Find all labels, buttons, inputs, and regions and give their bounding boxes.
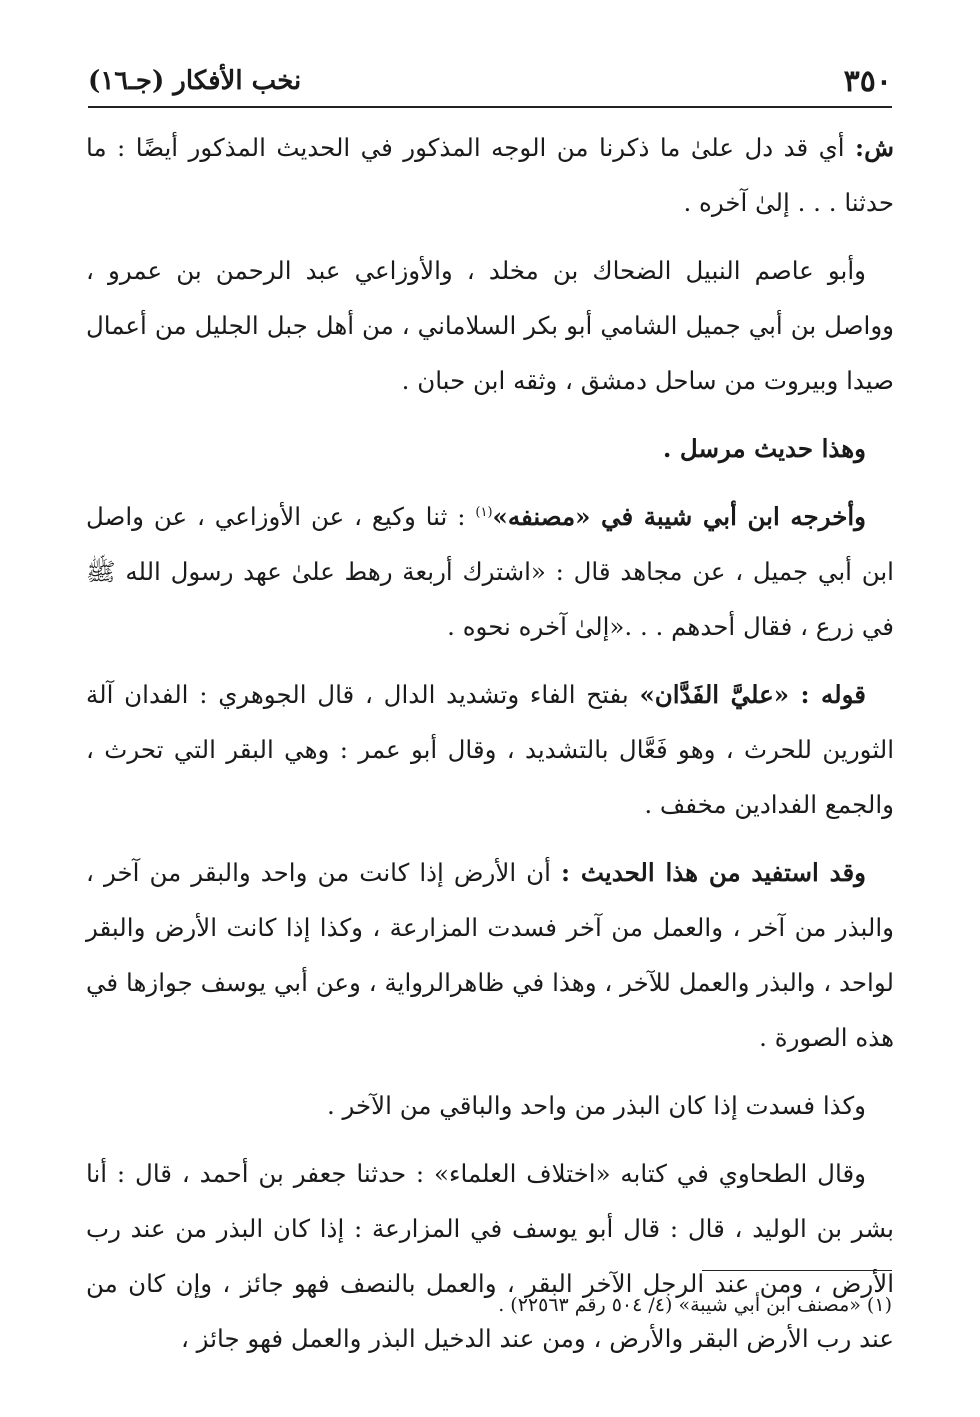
footnote-marker[interactable]: (١) (475, 504, 493, 520)
paragraph-ibn-abi-shayba (86, 489, 894, 654)
main-text (86, 120, 894, 1379)
paragraph-tahawi (86, 1146, 894, 1366)
page-number: ٣٥٠ (843, 64, 892, 99)
paragraph-lead: وأخرجه ابن أبي شيبة في «مصنفه» (492, 502, 866, 531)
footnote: (١) «مصنف ابن أبي شيبة» (٤/ ٥٠٤ رقم ٢٢٥٦٣) . (498, 1294, 892, 1316)
paragraph-text: : ثنا وكيع ، عن الأوزاعي ، عن واصل ابن أبي جميل ، عن مجاهد قال : «اشترك أربعة رهط علىٰ عهد رسول الله ﷺ في زرع ، فقال أحدهم . . .«إلىٰ آخره نحوه . (86, 502, 894, 641)
paragraph-seed (86, 1078, 894, 1133)
paragraph-lead: وقد استفيد من هذا الحديث : (561, 858, 866, 887)
paragraph-text: بفتح الفاء وتشديد الدال ، قال الجوهري : الفدان آلة الثورين للحرث ، وهو فَعَّال بالتشديد ، وقال أبو عمر : وهي البقر التي تحرث ، والجمع الفدادين مخفف . (86, 680, 894, 819)
paragraph-commentary (86, 120, 894, 230)
paragraph-narrators (86, 243, 894, 408)
paragraph-faddan (86, 667, 894, 832)
header-divider (88, 106, 892, 108)
page-header (88, 58, 892, 108)
paragraph-text: وأبو عاصم النبيل الضحاك بن مخلد ، والأوزاعي عبد الرحمن بن عمرو ، وواصل بن أبي جميل الشامي أبو بكر السلاماني ، من أهل جبل الجليل من أعمال صيدا وبيروت من ساحل دمشق ، وثقه ابن حبان . (86, 256, 894, 395)
paragraph-mursal (86, 421, 894, 476)
paragraph-text: وكذا فسدت إذا كان البذر من واحد والباقي من الآخر . (326, 1091, 866, 1120)
paragraph-ruling (86, 845, 894, 1065)
paragraph-lead: ش: (855, 133, 894, 162)
paragraph-lead: قوله : «عليَّ الفَدَّان» (639, 680, 866, 709)
paragraph-text: أي قد دل علىٰ ما ذكرنا من الوجه المذكور في الحديث المذكور أيضًا : ما حدثنا . . . إلىٰ آخره . (86, 133, 894, 217)
paragraph-text: وقال الطحاوي في كتابه «اختلاف العلماء» : حدثنا جعفر بن أحمد ، قال : أنا بشر بن الوليد ، قال : قال أبو يوسف في المزارعة : إذا كان البذر من عند رب الأرض ، ومن عند الرجل الآخر البقر ، والعمل بالنصف فهو جائز ، وإن كان من عند رب الأرض البقر والأرض ، ومن عند الدخيل البذر والعمل فهو جائز ، (86, 1159, 894, 1353)
paragraph-lead: وهذا حديث مرسل . (662, 434, 866, 463)
paragraph-text: أن الأرض إذا كانت من واحد والبقر من آخر ، والبذر من آخر ، والعمل من آخر فسدت المزارعة ، وكذا إذا كانت الأرض والبقر لواحد ، والبذر والعمل للآخر ، وهذا في ظاهرالرواية ، وعن أبي يوسف جوازها في هذه الصورة . (86, 858, 894, 1052)
footnote-divider (702, 1270, 892, 1271)
running-title: نخب الأفكار (جـ١٦) (88, 66, 302, 96)
